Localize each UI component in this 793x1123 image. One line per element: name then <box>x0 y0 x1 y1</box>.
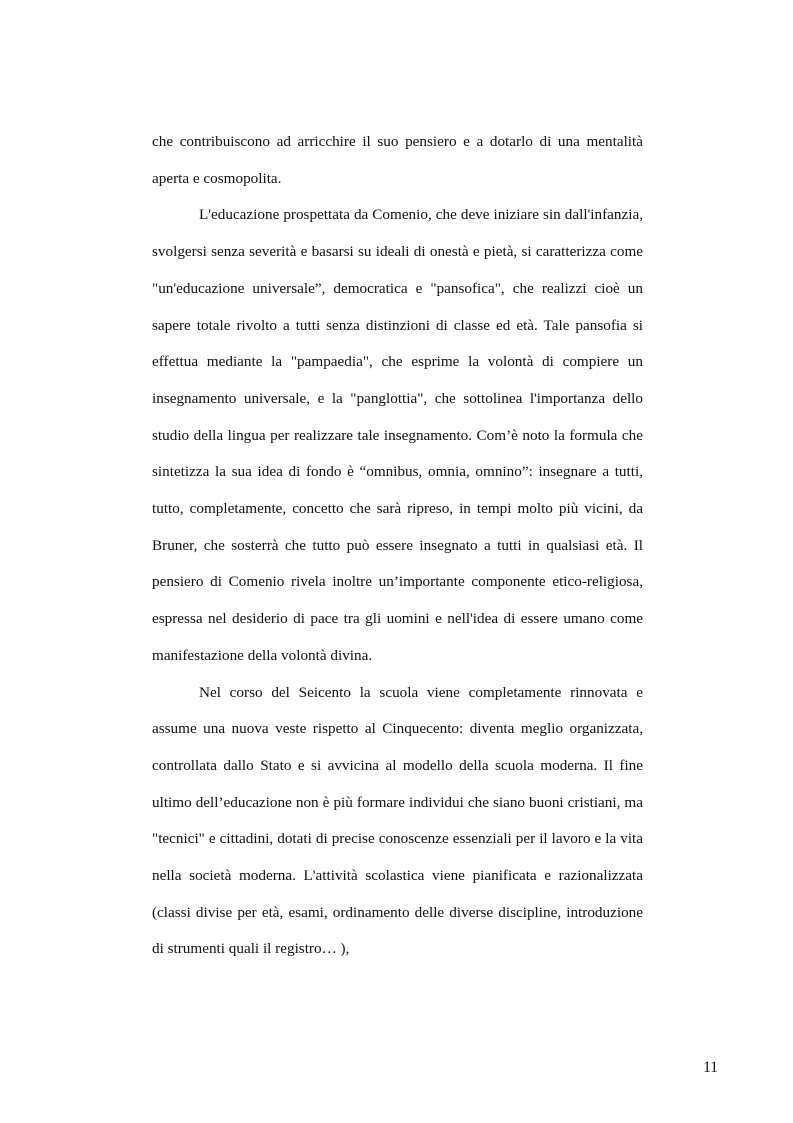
paragraph-comenio-education: L'educazione prospettata da Comenio, che deve iniziare sin dall'infanzia, svolgersi senza severità e basarsi su ideali di onestà e pietà, si caratterizza come "un'educazione universale”, democratica e "pansofica", che realizzi cioè un sapere totale rivolto a tutti senza distinzioni di classe ed età. Tale pansofia si effettua mediante la "pampaedia", che esprime la volontà di compiere un insegnamento universale, e la "panglottia", che sottolinea l'importanza dello studio della lingua per realizzare tale insegnamento. Com’è noto la formula che sintetizza la sua idea di fondo è “omnibus, omnia, omnino”: insegnare a tutti, tutto, completamente, concetto che sarà ripreso, in tempi molto più vicini, da Bruner, che sosterrà che tutto può essere insegnato a tutti in qualsiasi età. Il pensiero di Comenio rivela inoltre un’importante componente etico-religiosa, espressa nel desiderio di pace tra gli uomini e nell'idea di essere umano come manifestazione della volontà divina. <box>152 206 643 664</box>
paragraph-seventeenth-century-school: Nel corso del Seicento la scuola viene completamente rinnovata e assume una nuova veste rispetto al Cinquecento: diventa meglio organizzata, controllata dallo Stato e si avvicina al modello della scuola moderna. Il fine ultimo dell’educazione non è più formare individui che siano buoni cristiani, ma "tecnici" e cittadini, dotati di precise conoscenze essenziali per il lavoro e la vita nella società moderna. L'attività scolastica viene pianificata e razionalizzata (classi divise per età, esami, ordinamento delle diverse discipline, introduzione di strumenti quali il registro… ), <box>152 683 643 958</box>
page-number: 11 <box>703 1059 718 1076</box>
document-page <box>152 124 643 968</box>
paragraph-continuation: che contribuiscono ad arricchire il suo pensiero e a dotarlo di una mentalità aperta e cosmopolita. <box>152 133 643 187</box>
